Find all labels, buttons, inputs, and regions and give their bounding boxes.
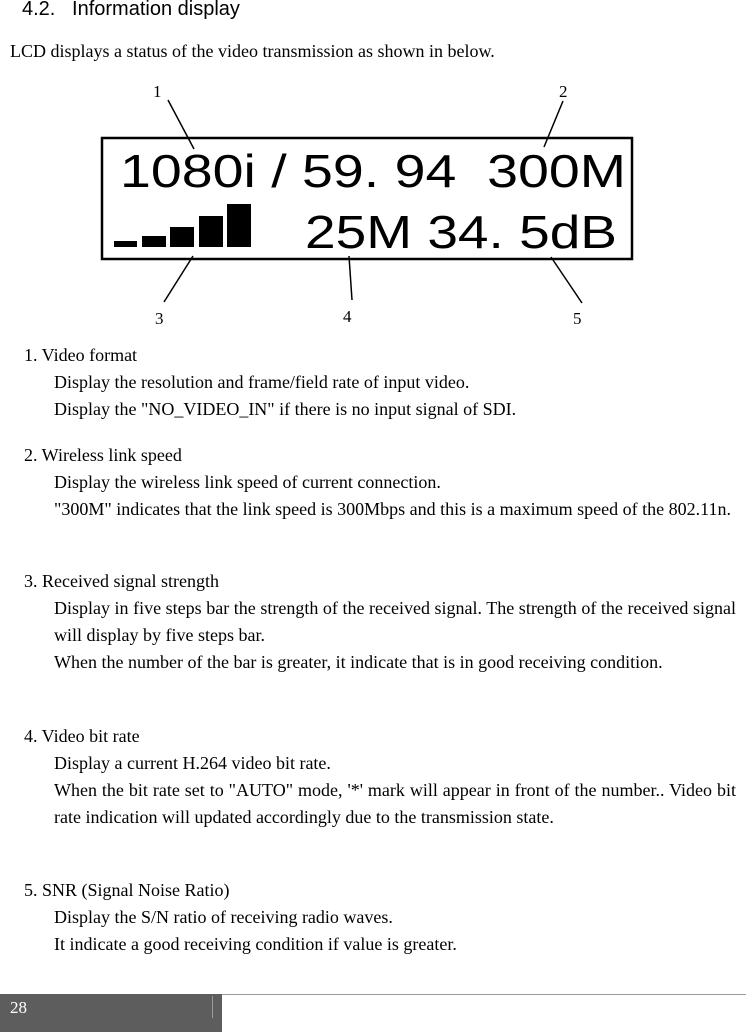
section-line: Display the S/N ratio of receiving radio waves.	[54, 907, 393, 927]
callout-label-5: 5	[573, 309, 582, 328]
section-line: Display a current H.264 video bit rate.	[54, 753, 331, 773]
section-title-received-signal-strength: 3. Received signal strength	[24, 571, 219, 591]
callout-label-2: 2	[559, 82, 568, 101]
page-number: 28	[10, 998, 27, 1017]
section-title-wireless-link-speed: 2. Wireless link speed	[24, 445, 182, 465]
section-wireless-link-speed	[24, 442, 736, 523]
section-title-snr: 5. SNR (Signal Noise Ratio)	[24, 880, 230, 900]
signal-bar	[170, 227, 194, 247]
section-heading	[22, 0, 240, 21]
callout-label-4: 4	[343, 307, 352, 326]
signal-bar	[114, 241, 137, 247]
footer-divider	[222, 994, 746, 995]
section-number: 4.2.	[22, 0, 56, 20]
section-received-signal-strength	[24, 568, 736, 676]
callout-line-3	[164, 256, 193, 302]
section-video-format	[24, 342, 736, 423]
signal-bar	[142, 236, 166, 247]
section-video-bit-rate	[24, 723, 736, 831]
section-title-video-bit-rate: 4. Video bit rate	[24, 726, 140, 746]
section-title-video-format: 1. Video format	[24, 345, 138, 365]
section-line: Display the resolution and frame/field rate of input video.	[54, 372, 470, 392]
lcd-figure	[0, 70, 746, 340]
signal-bar	[199, 216, 223, 247]
intro-paragraph: LCD displays a status of the video transmission as shown in below.	[10, 41, 495, 61]
callout-label-1: 1	[153, 82, 162, 101]
footer-page-tab	[0, 994, 222, 1032]
section-line: When the bit rate set to "AUTO" mode, '*' mark will appear in front of the number.. Video bit rate indication will updated accordingly due to the transmission state.	[54, 780, 736, 827]
callout-label-3: 3	[155, 309, 164, 328]
section-line: Display the wireless link speed of current connection.	[54, 472, 441, 492]
section-line: Display the "NO_VIDEO_IN" if there is no input signal of SDI.	[54, 399, 517, 419]
section-line: Display in five steps bar the strength of the received signal. The strength of the received signal will display by five steps bar.	[54, 598, 736, 645]
lcd-line-2: 25M 34. 5dB	[305, 206, 617, 258]
callout-line-4	[349, 256, 352, 300]
section-snr	[24, 877, 736, 958]
footer-tick	[212, 996, 213, 1018]
signal-bar	[227, 204, 251, 247]
section-line: "300M" indicates that the link speed is 300Mbps and this is a maximum speed of the 802.11n.	[54, 499, 731, 519]
section-line: When the number of the bar is greater, it indicate that is in good receiving condition.	[54, 652, 663, 672]
callout-line-5	[551, 257, 582, 303]
section-line: It indicate a good receiving condition if value is greater.	[54, 934, 457, 954]
lcd-line-1: 1080i / 59. 94 300M	[120, 145, 626, 197]
section-title: Information display	[72, 0, 240, 20]
